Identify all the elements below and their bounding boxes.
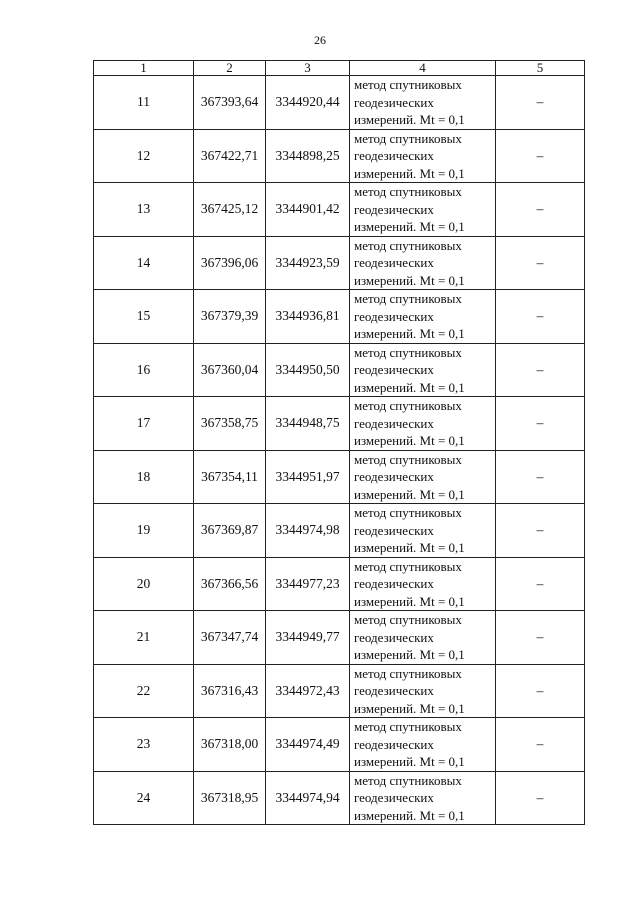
method-cell <box>350 129 496 183</box>
method-cell <box>350 76 496 130</box>
method-line: геодезических <box>354 790 434 805</box>
x-coordinate-cell: 367396,06 <box>194 236 266 290</box>
method-line: измерений. Mt = 0,1 <box>354 326 465 341</box>
method-line: геодезических <box>354 736 434 752</box>
note-cell: – <box>496 397 585 451</box>
method-line: геодезических <box>354 255 434 270</box>
y-coordinate-cell: 3344951,97 <box>266 450 350 504</box>
table-row <box>94 290 585 344</box>
coordinates-table <box>93 60 585 825</box>
method-line: метод спутниковых <box>354 237 462 253</box>
table-row <box>94 397 585 451</box>
point-number-cell: 17 <box>94 397 194 451</box>
table-row <box>94 504 585 558</box>
table-body <box>94 76 585 825</box>
method-cell <box>350 450 496 504</box>
y-coordinate-cell: 3344950,50 <box>266 343 350 397</box>
method-line: измерений. Mt = 0,1 <box>354 433 465 448</box>
table-row <box>94 718 585 772</box>
x-coordinate-cell: 367425,12 <box>194 183 266 237</box>
method-line: измерений. Mt = 0,1 <box>354 272 465 288</box>
x-coordinate-cell: 367354,11 <box>194 450 266 504</box>
note-cell: – <box>496 129 585 183</box>
method-line: измерений. Mt = 0,1 <box>354 540 465 555</box>
note-cell: – <box>496 236 585 290</box>
point-number-cell: 23 <box>94 718 194 772</box>
table-row <box>94 183 585 237</box>
method-line: геодезических <box>354 362 434 377</box>
x-coordinate-cell: 367347,74 <box>194 611 266 665</box>
y-coordinate-cell: 3344898,25 <box>266 129 350 183</box>
method-line: метод спутниковых <box>354 77 462 92</box>
page-number: 26 <box>314 33 326 47</box>
y-coordinate-cell: 3344949,77 <box>266 611 350 665</box>
header-col-2: 2 <box>194 61 266 76</box>
note-cell: – <box>496 290 585 344</box>
table-row <box>94 76 585 130</box>
table-row <box>94 557 585 611</box>
note-cell: – <box>496 504 585 558</box>
method-line: измерений. Mt = 0,1 <box>354 219 465 234</box>
method-cell <box>350 718 496 772</box>
method-cell <box>350 611 496 665</box>
note-cell: – <box>496 183 585 237</box>
point-number-cell: 22 <box>94 664 194 718</box>
header-col-4: 4 <box>350 61 496 76</box>
method-line: геодезических <box>354 148 434 163</box>
method-cell <box>350 557 496 611</box>
method-cell <box>350 290 496 344</box>
method-line: геодезических <box>354 683 434 698</box>
method-line: геодезических <box>354 522 434 538</box>
point-number-cell: 13 <box>94 183 194 237</box>
method-cell <box>350 397 496 451</box>
x-coordinate-cell: 367316,43 <box>194 664 266 718</box>
point-number-cell: 18 <box>94 450 194 504</box>
method-line: метод спутниковых <box>354 451 462 467</box>
method-line: измерений. Mt = 0,1 <box>354 379 465 395</box>
method-line: геодезических <box>354 415 434 431</box>
method-line: метод спутниковых <box>354 772 462 788</box>
y-coordinate-cell: 3344948,75 <box>266 397 350 451</box>
header-col-3: 3 <box>266 61 350 76</box>
note-cell: – <box>496 557 585 611</box>
point-number-cell: 21 <box>94 611 194 665</box>
method-line: метод спутниковых <box>354 665 462 681</box>
method-line: метод спутниковых <box>354 505 462 520</box>
y-coordinate-cell: 3344977,23 <box>266 557 350 611</box>
x-coordinate-cell: 367358,75 <box>194 397 266 451</box>
method-cell <box>350 183 496 237</box>
y-coordinate-cell: 3344974,49 <box>266 718 350 772</box>
note-cell: – <box>496 611 585 665</box>
point-number-cell: 20 <box>94 557 194 611</box>
note-cell: – <box>496 771 585 825</box>
method-cell <box>350 343 496 397</box>
note-cell: – <box>496 718 585 772</box>
method-line: геодезических <box>354 576 434 591</box>
method-line: метод спутниковых <box>354 344 462 360</box>
table-row <box>94 450 585 504</box>
note-cell: – <box>496 450 585 504</box>
y-coordinate-cell: 3344974,94 <box>266 771 350 825</box>
x-coordinate-cell: 367318,95 <box>194 771 266 825</box>
y-coordinate-cell: 3344972,43 <box>266 664 350 718</box>
method-cell <box>350 664 496 718</box>
method-line: измерений. Mt = 0,1 <box>354 647 465 662</box>
method-cell <box>350 236 496 290</box>
method-line: измерений. Mt = 0,1 <box>354 486 465 502</box>
x-coordinate-cell: 367369,87 <box>194 504 266 558</box>
note-cell: – <box>496 76 585 130</box>
x-coordinate-cell: 367393,64 <box>194 76 266 130</box>
method-line: метод спутниковых <box>354 184 462 199</box>
method-line: измерений. Mt = 0,1 <box>354 754 465 769</box>
table-header-row <box>94 61 585 76</box>
table-row <box>94 611 585 665</box>
y-coordinate-cell: 3344974,98 <box>266 504 350 558</box>
point-number-cell: 12 <box>94 129 194 183</box>
y-coordinate-cell: 3344920,44 <box>266 76 350 130</box>
method-line: геодезических <box>354 308 434 324</box>
point-number-cell: 16 <box>94 343 194 397</box>
method-line: геодезических <box>354 94 434 110</box>
method-line: измерений. Mt = 0,1 <box>354 593 465 609</box>
header-col-1: 1 <box>94 61 194 76</box>
point-number-cell: 19 <box>94 504 194 558</box>
method-line: измерений. Mt = 0,1 <box>354 165 465 181</box>
method-line: измерений. Mt = 0,1 <box>354 807 465 823</box>
point-number-cell: 24 <box>94 771 194 825</box>
point-number-cell: 15 <box>94 290 194 344</box>
point-number-cell: 14 <box>94 236 194 290</box>
method-line: геодезических <box>354 469 434 484</box>
table-row <box>94 236 585 290</box>
table-row <box>94 664 585 718</box>
x-coordinate-cell: 367379,39 <box>194 290 266 344</box>
method-line: метод спутниковых <box>354 558 462 574</box>
table-row <box>94 343 585 397</box>
method-line: метод спутниковых <box>354 612 462 627</box>
point-number-cell: 11 <box>94 76 194 130</box>
y-coordinate-cell: 3344901,42 <box>266 183 350 237</box>
method-line: метод спутниковых <box>354 398 462 413</box>
method-line: метод спутниковых <box>354 719 462 734</box>
method-line: геодезических <box>354 629 434 645</box>
x-coordinate-cell: 367366,56 <box>194 557 266 611</box>
method-cell <box>350 771 496 825</box>
y-coordinate-cell: 3344936,81 <box>266 290 350 344</box>
note-cell: – <box>496 664 585 718</box>
table-row <box>94 771 585 825</box>
method-line: измерений. Mt = 0,1 <box>354 700 465 716</box>
method-line: метод спутниковых <box>354 291 462 306</box>
x-coordinate-cell: 367360,04 <box>194 343 266 397</box>
method-line: метод спутниковых <box>354 130 462 146</box>
x-coordinate-cell: 367318,00 <box>194 718 266 772</box>
method-line: измерений. Mt = 0,1 <box>354 112 465 127</box>
method-line: геодезических <box>354 201 434 217</box>
method-cell <box>350 504 496 558</box>
y-coordinate-cell: 3344923,59 <box>266 236 350 290</box>
note-cell: – <box>496 343 585 397</box>
x-coordinate-cell: 367422,71 <box>194 129 266 183</box>
header-col-5: 5 <box>496 61 585 76</box>
table-row <box>94 129 585 183</box>
